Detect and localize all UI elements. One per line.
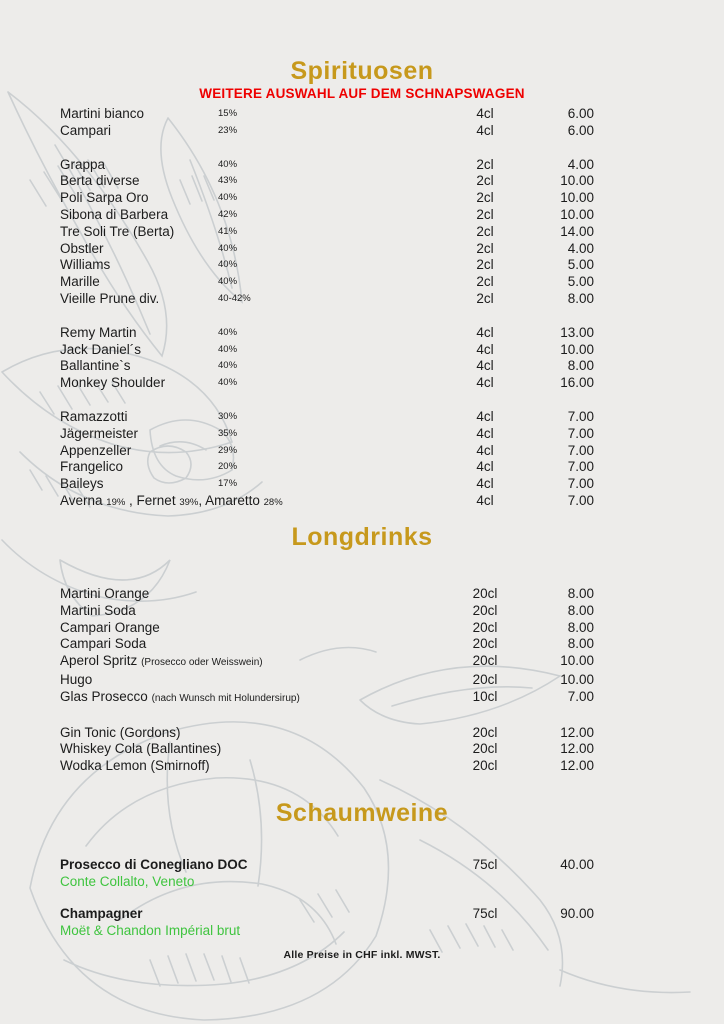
item-price: 10.00	[560, 190, 594, 206]
menu-group	[60, 586, 594, 708]
menu-row	[60, 190, 594, 207]
item-price: 8.00	[567, 636, 594, 652]
item-size: 4cl	[476, 459, 494, 475]
item-name-text: Hugo	[60, 671, 93, 687]
item-abv: 40-42%	[218, 292, 251, 304]
item-price: 10.00	[560, 671, 594, 687]
section-rows	[60, 856, 594, 939]
item-price: 8.00	[567, 586, 594, 601]
item-price: 5.00	[567, 274, 594, 290]
item-name-text: Martini Soda	[60, 602, 136, 618]
item-name-part: , Fernet	[125, 492, 180, 508]
item-name-text: Berta diverse	[60, 173, 140, 189]
menu-group	[60, 157, 594, 308]
item-abv: 30%	[218, 410, 238, 422]
item-price: 6.00	[567, 106, 594, 121]
item-price: 12.00	[560, 758, 594, 774]
menu-row	[60, 257, 594, 274]
item-size: 10cl	[472, 688, 498, 704]
item-name-text: Grappa	[60, 156, 106, 172]
item-name-text: Monkey Shoulder	[60, 375, 166, 391]
item-name-text: Tre Soli Tre (Berta)	[60, 223, 175, 239]
menu-row	[60, 106, 594, 123]
item-name-part: 39%	[179, 496, 199, 508]
item-abv: 17%	[218, 478, 238, 490]
section-spirituosen	[0, 56, 724, 512]
item-price: 8.00	[567, 602, 594, 618]
item-name	[60, 375, 218, 392]
item-price: 4.00	[567, 240, 594, 256]
item-name	[60, 207, 218, 224]
item-price: 12.00	[560, 741, 594, 757]
item-size: 2cl	[476, 156, 494, 172]
menu-row	[60, 620, 594, 637]
item-price: 16.00	[560, 375, 594, 391]
menu-row	[60, 636, 594, 653]
item-name	[60, 173, 218, 190]
item-price: 10.00	[560, 206, 594, 222]
item-name-part: Averna	[60, 492, 107, 508]
item-size: 20cl	[472, 586, 498, 601]
item-note: (nach Wunsch mit Holundersirup)	[151, 692, 300, 704]
menu-row	[60, 856, 594, 890]
item-name-text: Campari Soda	[60, 636, 147, 652]
item-name-text: Champagner	[60, 906, 143, 921]
item-size: 2cl	[476, 257, 494, 273]
item-abv: 43%	[218, 175, 238, 187]
item-name	[60, 241, 218, 258]
item-size: 75cl	[472, 906, 498, 921]
item-name	[60, 905, 455, 939]
item-abv: 23%	[218, 124, 238, 136]
item-name-text: Frangelico	[60, 459, 124, 475]
item-price: 7.00	[567, 459, 594, 475]
item-name-text: Vieille Prune div.	[60, 290, 160, 306]
section-title: Spirituosen	[290, 57, 434, 85]
item-name-text: Wodka Lemon (Smirnoff)	[60, 758, 210, 774]
menu-row	[60, 443, 594, 460]
item-price: 8.00	[567, 358, 594, 374]
section-rows	[60, 106, 594, 512]
item-price: 7.00	[567, 476, 594, 492]
item-size: 20cl	[472, 602, 498, 618]
item-size: 4cl	[476, 476, 494, 492]
item-abv: 29%	[218, 444, 238, 456]
item-size: 20cl	[472, 619, 498, 635]
item-name	[60, 476, 218, 493]
item-name	[60, 257, 218, 274]
item-size: 2cl	[476, 206, 494, 222]
item-name-text: Remy Martin	[60, 324, 137, 340]
item-name-text: Whiskey Cola (Ballantines)	[60, 741, 222, 757]
item-name	[60, 274, 218, 291]
item-name	[60, 426, 218, 443]
item-name-text: Appenzeller	[60, 442, 132, 458]
menu-row	[60, 409, 594, 426]
item-name-text: Marille	[60, 274, 100, 290]
item-size: 20cl	[472, 741, 498, 757]
item-abv: 40%	[218, 377, 238, 389]
item-name	[60, 342, 218, 359]
menu-group	[60, 106, 594, 140]
item-name	[60, 758, 455, 775]
item-name-text: Martini bianco	[60, 106, 145, 121]
menu-group	[60, 905, 594, 939]
item-name-text: Poli Sarpa Oro	[60, 190, 149, 206]
menu-row	[60, 123, 594, 140]
menu-row	[60, 905, 594, 939]
item-name	[60, 725, 455, 742]
item-size: 2cl	[476, 173, 494, 189]
item-abv: 35%	[218, 427, 238, 439]
item-name	[60, 224, 218, 241]
item-name-text: Campari Orange	[60, 619, 160, 635]
item-price: 7.00	[567, 408, 594, 424]
section-title: Schaumweine	[275, 799, 449, 827]
item-name-text: Ramazzotti	[60, 408, 128, 424]
menu-row	[60, 653, 594, 672]
item-abv: 40%	[218, 192, 238, 204]
section-subtitle: WEITERE AUSWAHL AUF DEM SCHNAPSWAGEN	[199, 86, 525, 101]
item-size: 4cl	[476, 324, 494, 340]
item-name	[60, 443, 218, 460]
item-price: 6.00	[567, 122, 594, 138]
menu-row	[60, 586, 594, 603]
section-title: Longdrinks	[291, 523, 433, 551]
item-price: 12.00	[560, 724, 594, 740]
item-name	[60, 157, 218, 174]
item-size: 2cl	[476, 240, 494, 256]
item-abv: 40%	[218, 242, 238, 254]
item-abv: 42%	[218, 208, 238, 220]
item-price: 7.00	[567, 442, 594, 458]
menu-row	[60, 358, 594, 375]
item-name	[60, 603, 455, 620]
menu-row	[60, 241, 594, 258]
item-name-text: Jack Daniel´s	[60, 341, 142, 357]
menu-row	[60, 689, 594, 708]
item-price: 7.00	[567, 688, 594, 704]
item-size: 20cl	[472, 653, 498, 669]
item-size: 2cl	[476, 290, 494, 306]
menu-row	[60, 476, 594, 493]
item-name	[60, 325, 218, 342]
item-size: 4cl	[476, 492, 494, 508]
item-name	[60, 653, 455, 672]
item-price: 10.00	[560, 173, 594, 189]
item-price: 8.00	[567, 290, 594, 306]
item-name	[60, 689, 455, 708]
menu-group	[60, 409, 594, 512]
item-name	[60, 856, 455, 890]
item-price: 7.00	[567, 492, 594, 508]
menu-group	[60, 725, 594, 775]
item-size: 4cl	[476, 106, 494, 121]
section-schaumweine	[0, 798, 724, 939]
item-size: 2cl	[476, 223, 494, 239]
item-size: 20cl	[472, 671, 498, 687]
item-price: 90.00	[560, 906, 594, 921]
menu-row	[60, 274, 594, 291]
item-name-text: Ballantine`s	[60, 358, 131, 374]
item-size: 4cl	[476, 425, 494, 441]
item-abv: 40%	[218, 326, 238, 338]
section-rows	[60, 586, 594, 775]
item-abv: 40%	[218, 276, 238, 288]
item-name-text: Prosecco di Conegliano DOC	[60, 857, 248, 872]
item-name-part: , Amaretto	[198, 492, 264, 508]
menu-row	[60, 603, 594, 620]
item-name	[60, 672, 455, 689]
menu-row	[60, 459, 594, 476]
menu-row	[60, 224, 594, 241]
item-abv: 41%	[218, 225, 238, 237]
menu-row	[60, 493, 594, 512]
item-price: 40.00	[560, 857, 594, 872]
item-name	[60, 409, 218, 426]
item-price: 10.00	[560, 341, 594, 357]
item-name-text: Campari	[60, 122, 112, 138]
item-price: 7.00	[567, 425, 594, 441]
menu-row	[60, 342, 594, 359]
item-name-text: Gin Tonic (Gordons)	[60, 724, 181, 740]
item-name-text: Aperol Spritz	[60, 653, 138, 669]
item-price: 5.00	[567, 257, 594, 273]
item-subname: Conte Collalto, Veneto	[60, 874, 195, 889]
item-name	[60, 123, 218, 140]
item-price: 13.00	[560, 324, 594, 340]
item-name-text: Williams	[60, 257, 111, 273]
item-name-text: Martini Orange	[60, 586, 150, 601]
menu-row	[60, 325, 594, 342]
item-size: 2cl	[476, 190, 494, 206]
menu-row	[60, 375, 594, 392]
item-size: 4cl	[476, 358, 494, 374]
item-price: 14.00	[560, 223, 594, 239]
item-size: 4cl	[476, 122, 494, 138]
item-name	[60, 493, 455, 512]
item-name	[60, 620, 455, 637]
menu-row	[60, 157, 594, 174]
item-size: 20cl	[472, 636, 498, 652]
item-abv: 40%	[218, 259, 238, 271]
menu-row	[60, 672, 594, 689]
menu-row	[60, 173, 594, 190]
menu-group	[60, 325, 594, 392]
item-price: 4.00	[567, 156, 594, 172]
menu-row	[60, 725, 594, 742]
menu-row	[60, 291, 594, 308]
menu-group	[60, 856, 594, 890]
item-size: 4cl	[476, 408, 494, 424]
menu-row	[60, 758, 594, 775]
item-size: 20cl	[472, 758, 498, 774]
item-abv: 20%	[218, 461, 238, 473]
item-name	[60, 586, 455, 603]
item-size: 4cl	[476, 375, 494, 391]
menu-row	[60, 426, 594, 443]
item-name	[60, 106, 218, 123]
item-size: 20cl	[472, 724, 498, 740]
item-name	[60, 459, 218, 476]
item-abv: 15%	[218, 108, 238, 119]
item-abv: 40%	[218, 158, 238, 170]
item-size: 4cl	[476, 341, 494, 357]
item-name	[60, 358, 218, 375]
item-subname: Moët & Chandon Impérial brut	[60, 923, 241, 938]
item-name-text: Glas Prosecco	[60, 688, 148, 704]
item-abv: 40%	[218, 360, 238, 372]
item-size: 2cl	[476, 274, 494, 290]
item-abv: 40%	[218, 343, 238, 355]
item-name-part: 28%	[263, 496, 283, 508]
item-name	[60, 636, 455, 653]
menu-row	[60, 741, 594, 758]
item-name-text: Sibona di Barbera	[60, 206, 169, 222]
item-name	[60, 190, 218, 207]
item-size: 75cl	[472, 857, 498, 872]
section-longdrinks	[0, 522, 724, 775]
item-name-text: Baileys	[60, 476, 104, 492]
item-name	[60, 291, 218, 308]
footer-note: Alle Preise in CHF inkl. MWST.	[283, 949, 441, 961]
item-price: 8.00	[567, 619, 594, 635]
item-price: 10.00	[560, 653, 594, 669]
item-size: 4cl	[476, 442, 494, 458]
item-name-text: Jägermeister	[60, 425, 139, 441]
item-note: (Prosecco oder Weisswein)	[141, 657, 263, 669]
item-name	[60, 741, 455, 758]
item-name-text: Obstler	[60, 240, 104, 256]
item-name-part: 19%	[106, 496, 126, 508]
menu-row	[60, 207, 594, 224]
